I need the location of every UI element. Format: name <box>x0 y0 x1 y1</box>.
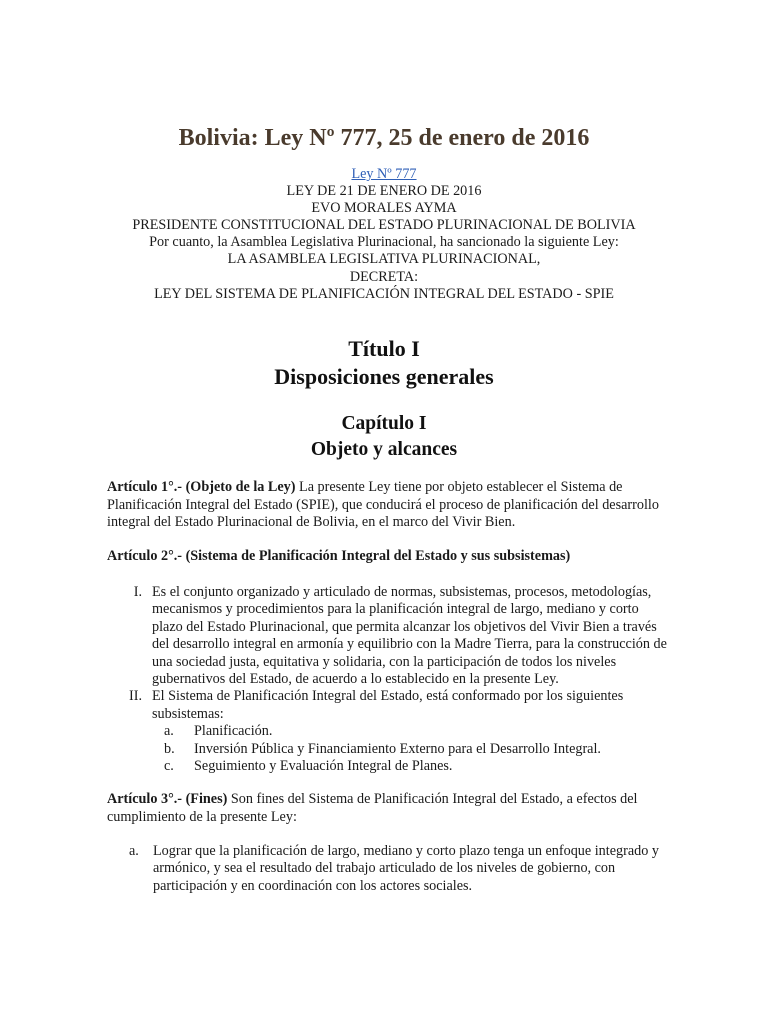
sub-list-item <box>164 723 667 740</box>
document-title: Bolivia: Ley Nº 777, 25 de enero de 2016 <box>178 125 590 151</box>
articulo-2-heading <box>107 548 667 566</box>
articulo-3-text: Son fines del Sistema de Planificación Integral del Estado, a efectos del cumplimiento de la presente Ley: <box>107 791 638 825</box>
header-line-assembly: LA ASAMBLEA LEGISLATIVA PLURINACIONAL, <box>227 251 541 268</box>
sub-list-marker: c. <box>164 758 174 775</box>
sub-list-text: Planificación. <box>194 723 273 740</box>
sub-list-item <box>164 758 667 775</box>
list-marker: II. <box>129 688 142 705</box>
articulo-1-text: La presente Ley tiene por objeto establecer el Sistema de Planificación Integral del Estado (SPIE), que conducirá el proceso de planificación del desarrollo integral del Estado Plurinacional de Bolivia, en el marco del Vivir Bien. <box>107 479 659 530</box>
sub-list-marker: a. <box>164 723 174 740</box>
list-item-text: El Sistema de Planificación Integral del Estado, está conformado por los siguientes subsistemas: <box>152 688 624 722</box>
header-line-law-name: LEY DEL SISTEMA DE PLANIFICACIÓN INTEGRAL DEL ESTADO - SPIE <box>154 285 614 302</box>
list-item-text: Lograr que la planificación de largo, mediano y corto plazo tenga un enfoque integrado y armónico, y sea el resultado del trabajo articulado de los niveles de gobierno, con participación y en coordinación con los actores sociales. <box>153 843 659 894</box>
capitulo-subheading: Objeto y alcances <box>310 439 458 460</box>
titulo-heading: Título I <box>348 336 420 361</box>
articulo-3 <box>107 791 667 826</box>
list-item-text: Es el conjunto organizado y articulado de normas, subsistemas, procesos, metodologías, mecanismos y procedimientos para la planificación integral de largo, mediano y corto plazo del Estado Plurinacional, que permita alcanzar los objetivos del Vivir Bien a través del desarrollo integral en armonía y equilibrio con la Madre Tierra, para la construcción de una sociedad justa, equitativa y solidaria, con la participación de todos los niveles gubernativos del Estado, de acuerdo a lo establecido en la presente Ley. <box>152 584 667 688</box>
list-item <box>129 843 668 895</box>
header-line-president-name: EVO MORALES AYMA <box>311 200 457 217</box>
articulo-1 <box>107 479 667 532</box>
header-line-decreta: DECRETA: <box>349 268 419 285</box>
list-item <box>133 584 667 688</box>
header-line-date: LEY DE 21 DE ENERO DE 2016 <box>286 183 482 200</box>
articulo-3-list <box>129 843 668 895</box>
articulo-2-list <box>129 584 667 775</box>
list-marker: I. <box>133 584 142 600</box>
sub-list-marker: b. <box>164 740 175 757</box>
subsystems-list <box>164 723 667 775</box>
sub-list-item <box>164 741 667 758</box>
sub-list-text: Inversión Pública y Financiamiento Externo para el Desarrollo Integral. <box>194 740 601 757</box>
header-line-sanction: Por cuanto, la Asamblea Legislativa Plurinacional, ha sancionado la siguiente Ley: <box>149 234 619 251</box>
law-header <box>0 166 768 303</box>
titulo-subheading: Disposiciones generales <box>274 364 494 389</box>
articulo-3-label: Artículo 3°.- (Fines) <box>107 791 228 807</box>
sub-list-text: Seguimiento y Evaluación Integral de Planes. <box>194 758 453 775</box>
header-line-president-title: PRESIDENTE CONSTITUCIONAL DEL ESTADO PLURINACIONAL DE BOLIVIA <box>132 217 636 234</box>
list-marker: a. <box>129 843 139 859</box>
law-link[interactable]: Ley Nº 777 <box>351 166 417 182</box>
list-item <box>129 688 667 775</box>
articulo-2-label: Artículo 2°.- (Sistema de Planificación Integral del Estado y sus subsistemas) <box>107 548 571 564</box>
articulo-1-label: Artículo 1°.- (Objeto de la Ley) <box>107 479 296 495</box>
capitulo-heading: Capítulo I <box>341 413 427 434</box>
